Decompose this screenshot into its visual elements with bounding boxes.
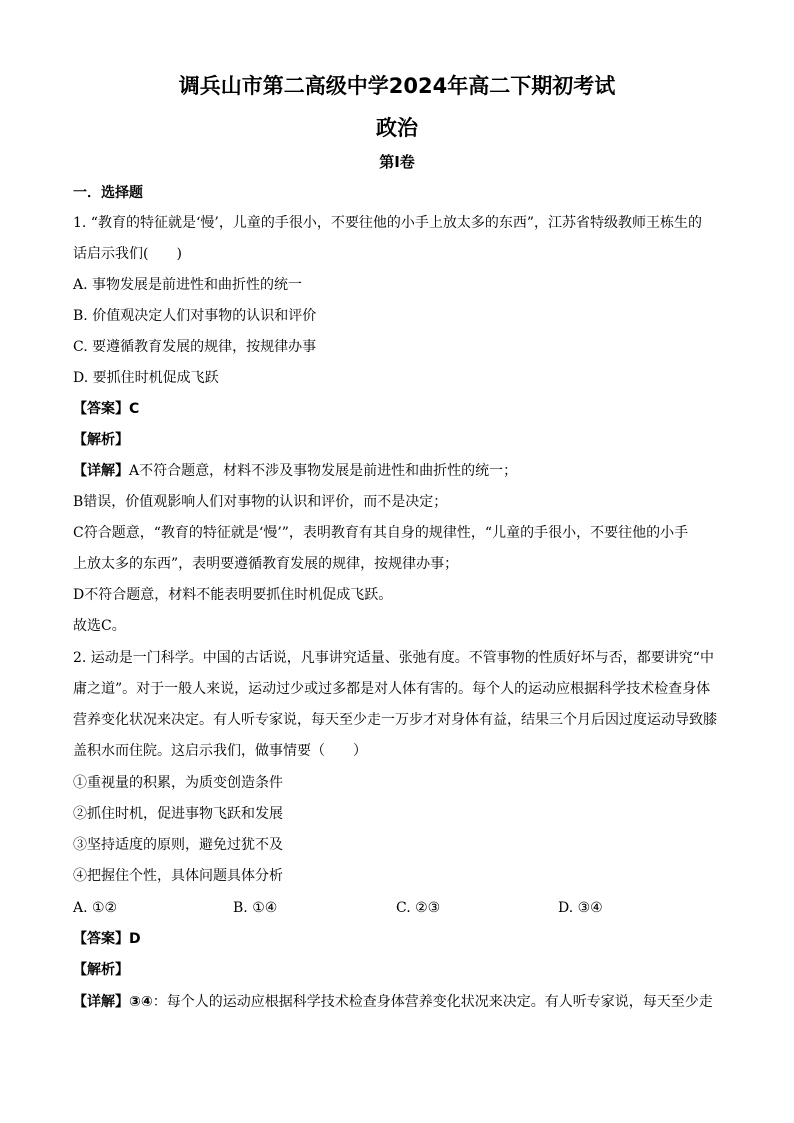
- q1-option-c: C. 要遵循教育发展的规律，按规律办事: [73, 339, 317, 355]
- q1-stem-line1: 1. “教育的特征就是‘慢’，儿童的手很小，不要往他的小手上放太多的东西”，江苏省特级教师王栋生的: [73, 215, 703, 231]
- q2-answer: 【答案】D: [73, 931, 141, 947]
- q1-option-d: D. 要抓住时机促成飞跃: [73, 370, 219, 386]
- q2-stem-line3: 营养变化状况来决定。有人听专家说，每天至少走一万步才对身体有益，结果三个月后因过度运动导致膝: [73, 712, 717, 728]
- q2-statement-3: ③坚持适度的原则，避免过犹不及: [73, 837, 283, 853]
- q2-stem-line4: 盖积水而住院。这启示我们，做事情要（ ）: [73, 743, 367, 759]
- q2-detail-marks: ③④: [129, 994, 153, 1010]
- q2-detail-label: 【详解】: [73, 994, 129, 1010]
- q1-answer: 【答案】C: [73, 401, 140, 417]
- q1-option-a: A. 事物发展是前进性和曲折性的统一: [73, 277, 303, 293]
- q2-stem-line1: 2. 运动是一门科学。中国的古话说，凡事讲究适量、张弛有度。不管事物的性质好坏与否，都要讲究“中: [73, 650, 714, 666]
- q2-stem-line2: 庸之道”。对于一般人来说，运动过少或过多都是对人体有害的。每个人的运动应根据科学技术检查身体: [73, 681, 711, 697]
- q2-analysis-label: 【解析】: [73, 962, 129, 978]
- volume-label: 第I卷: [379, 153, 415, 171]
- q1-detail-line4: 上放太多的东西”，表明要遵循教育发展的规律，按规律办事；: [73, 556, 459, 572]
- q2-choice-d: D. ③④: [558, 900, 603, 916]
- q1-analysis-label: 【解析】: [73, 432, 129, 448]
- q2-choice-c: C. ②③: [396, 900, 441, 916]
- q1-stem-line2: 话启示我们( ): [73, 246, 182, 262]
- q1-detail-line2: B错误，价值观影响人们对事物的认识和评价，而不是决定；: [73, 494, 448, 510]
- q2-detail-line1: 【详解】③④：每个人的运动应根据科学技术检查身体营养变化状况来决定。有人听专家说，每天至少走: [73, 994, 713, 1010]
- q2-statement-2: ②抓住时机，促进事物飞跃和发展: [73, 806, 283, 822]
- q2-statement-1: ①重视量的积累，为质变创造条件: [73, 775, 283, 791]
- q2-statement-4: ④把握住个性，具体问题具体分析: [73, 868, 283, 884]
- q2-choice-a: A. ①②: [73, 900, 118, 916]
- q1-detail-label: 【详解】: [73, 463, 129, 479]
- section-heading: 一．选择题: [73, 185, 143, 201]
- q1-detail-line5: D不符合题意，材料不能表明要抓住时机促成飞跃。: [73, 587, 393, 603]
- q1-option-b: B. 价值观决定人们对事物的认识和评价: [73, 308, 317, 324]
- q1-detail-line6: 故选C。: [73, 618, 126, 634]
- q1-detail-line3: C符合题意，“教育的特征就是‘慢’”，表明教育有其自身的规律性，“儿童的手很小，不要往他的小手: [73, 525, 689, 541]
- subject-title: 政治: [376, 116, 418, 140]
- q2-choice-b: B. ①④: [233, 900, 278, 916]
- exam-title: 调兵山市第二高级中学2024年高二下期初考试: [178, 74, 616, 98]
- q1-detail-line1: 【详解】A不符合题意，材料不涉及事物发展是前进性和曲折性的统一；: [73, 463, 518, 479]
